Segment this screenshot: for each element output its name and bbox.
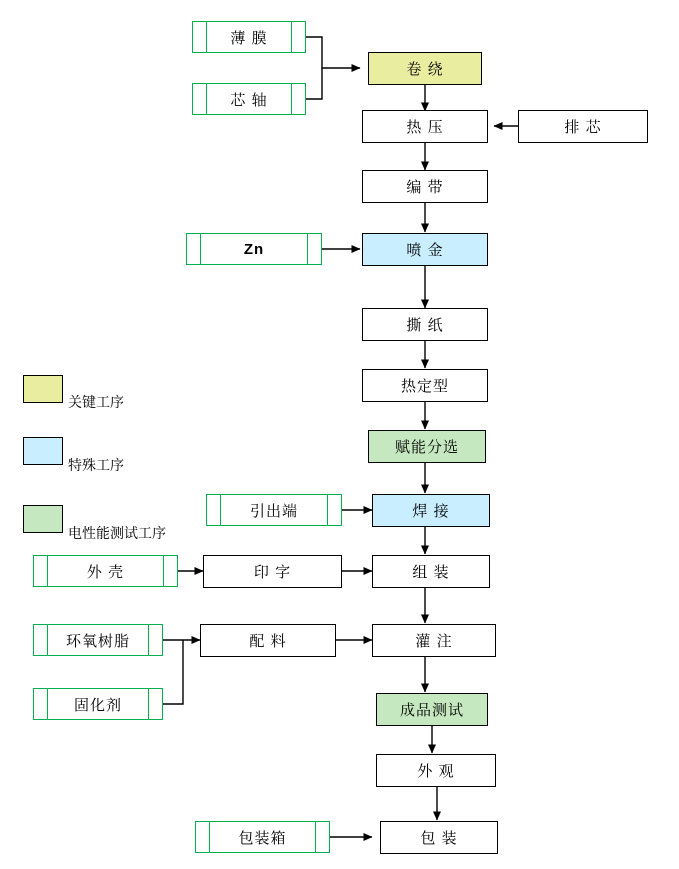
process-welding[interactable] bbox=[372, 494, 490, 527]
material-film[interactable] bbox=[192, 21, 306, 53]
legend-swatch-special-process bbox=[23, 437, 63, 465]
process-printing[interactable] bbox=[203, 555, 342, 588]
process-potting[interactable] bbox=[372, 624, 496, 657]
process-winding[interactable] bbox=[368, 52, 482, 85]
material-shell[interactable] bbox=[33, 555, 178, 587]
material-bar-left bbox=[200, 234, 201, 264]
material-carton[interactable] bbox=[195, 821, 330, 853]
process-label: 赋能分选 bbox=[394, 439, 459, 456]
process-label: 成品测试 bbox=[399, 702, 464, 719]
process-label: 热定型 bbox=[400, 378, 449, 395]
material-label: 环氧树脂 bbox=[65, 632, 130, 650]
material-label: 包装箱 bbox=[238, 829, 287, 847]
process-label: 编 带 bbox=[406, 179, 444, 196]
process-label: 卷 绕 bbox=[406, 61, 444, 78]
material-bar-left bbox=[206, 84, 207, 114]
process-corepull[interactable] bbox=[518, 110, 648, 143]
material-bar-right bbox=[315, 822, 316, 852]
material-label: 芯 轴 bbox=[230, 91, 268, 109]
material-bar-left bbox=[209, 822, 210, 852]
material-label: 外 壳 bbox=[86, 563, 125, 581]
process-tearpaper[interactable] bbox=[362, 308, 488, 341]
process-taping[interactable] bbox=[362, 170, 488, 203]
process-heatset[interactable] bbox=[362, 369, 488, 402]
process-label: 撕 纸 bbox=[406, 317, 444, 334]
material-bar-right bbox=[148, 625, 149, 655]
material-bar-left bbox=[220, 495, 221, 525]
process-packing[interactable] bbox=[380, 821, 498, 854]
material-bar-left bbox=[47, 625, 48, 655]
material-label: 固化剂 bbox=[73, 696, 122, 714]
process-finaltest[interactable] bbox=[376, 693, 488, 726]
process-label: 包 装 bbox=[420, 830, 458, 847]
material-bar-right bbox=[327, 495, 328, 525]
material-epoxy[interactable] bbox=[33, 624, 163, 656]
process-sorting[interactable] bbox=[368, 430, 486, 463]
material-bar-left bbox=[206, 22, 207, 52]
process-batching[interactable] bbox=[200, 624, 336, 657]
material-label: Zn bbox=[243, 240, 265, 258]
material-bar-right bbox=[291, 22, 292, 52]
material-bar-right bbox=[307, 234, 308, 264]
process-label: 配 料 bbox=[249, 633, 287, 650]
material-bar-right bbox=[291, 84, 292, 114]
process-appearance[interactable] bbox=[376, 754, 496, 787]
legend-label-special-process: 特殊工序 bbox=[68, 457, 124, 473]
material-bar-right bbox=[163, 556, 164, 586]
material-hardener[interactable] bbox=[33, 688, 163, 720]
process-label: 外 观 bbox=[417, 763, 455, 780]
process-label: 热 压 bbox=[406, 119, 444, 136]
process-label: 焊 接 bbox=[412, 503, 450, 520]
process-label: 排 芯 bbox=[564, 119, 602, 136]
legend-swatch-key-process bbox=[23, 375, 63, 403]
material-bar-right bbox=[148, 689, 149, 719]
legend-swatch-electrical-test-process bbox=[23, 505, 63, 533]
material-lead[interactable] bbox=[206, 494, 342, 526]
material-label: 引出端 bbox=[249, 502, 298, 520]
material-label: 薄 膜 bbox=[230, 29, 268, 47]
process-label: 印 字 bbox=[253, 564, 292, 581]
process-label: 组 装 bbox=[412, 564, 450, 581]
process-assembly[interactable] bbox=[372, 555, 490, 588]
process-metalspray[interactable] bbox=[362, 233, 488, 266]
material-zn[interactable] bbox=[186, 233, 322, 265]
process-label: 喷 金 bbox=[406, 242, 444, 259]
process-label: 灌 注 bbox=[415, 633, 453, 650]
material-bar-left bbox=[47, 689, 48, 719]
legend-label-electrical-test-process: 电性能测试工序 bbox=[68, 525, 166, 541]
legend-label-key-process: 关键工序 bbox=[68, 394, 124, 410]
process-hotpress[interactable] bbox=[362, 110, 488, 143]
material-core[interactable] bbox=[192, 83, 306, 115]
material-bar-left bbox=[47, 556, 48, 586]
